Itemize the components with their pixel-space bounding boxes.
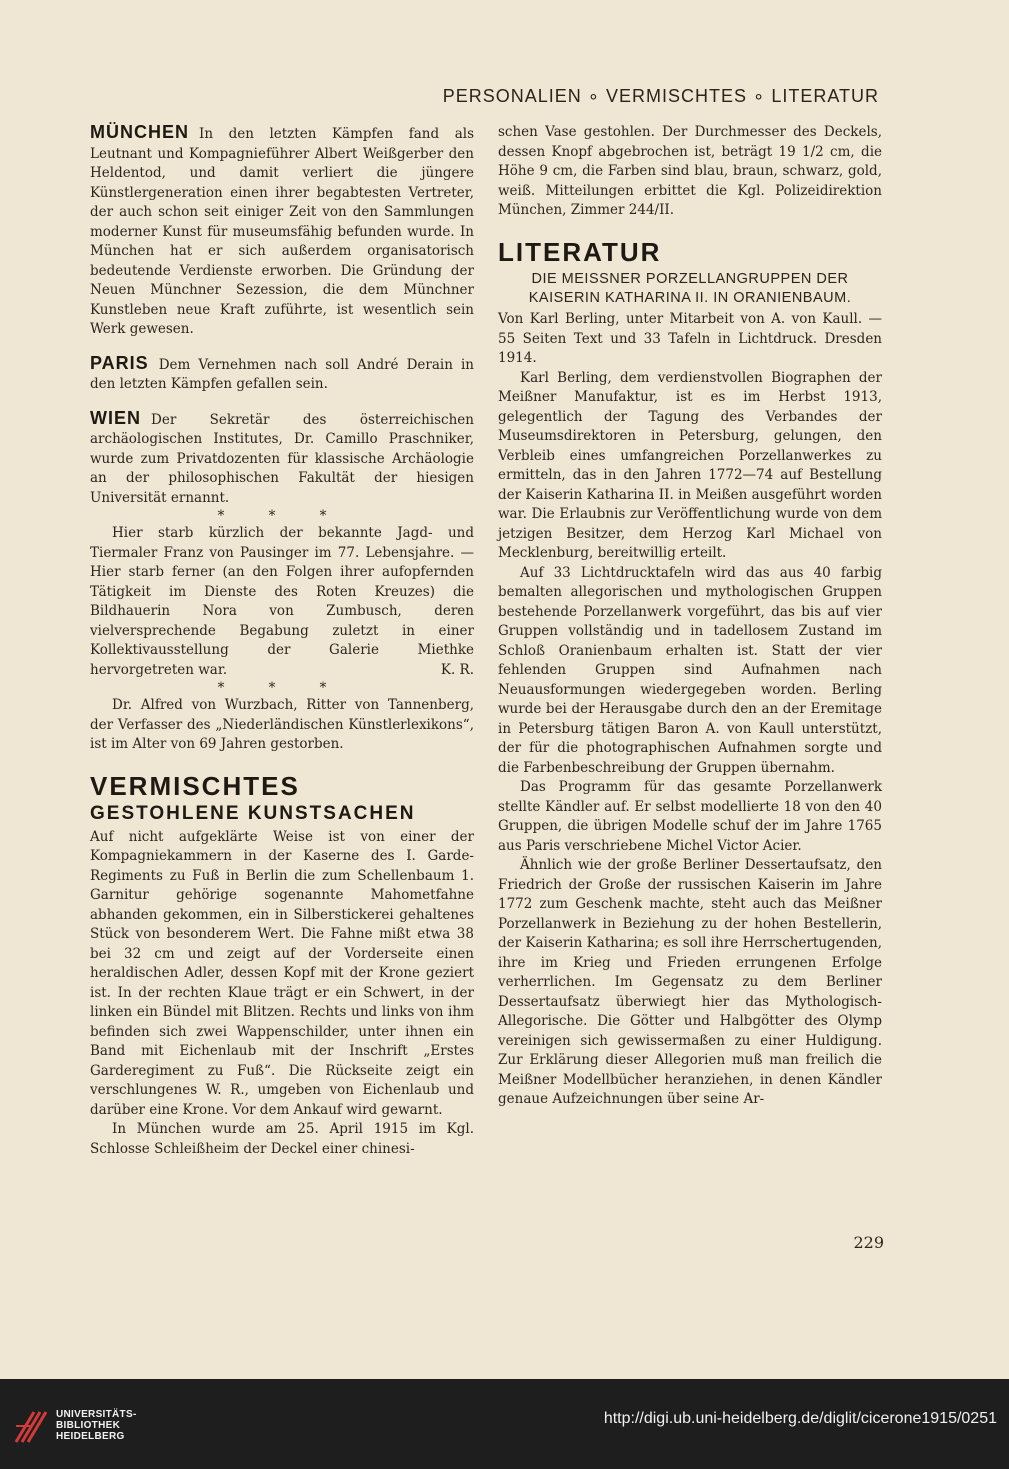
section-stars: * * * bbox=[217, 508, 347, 524]
wien-paragraph-2 bbox=[90, 524, 474, 680]
wien-entry bbox=[90, 409, 474, 509]
place-heading-wien: WIEN bbox=[90, 407, 141, 428]
author-signature: K. R. bbox=[440, 661, 474, 678]
vermischtes-continuation: schen Vase gestohlen. Der Durchmesser des Deckels, dessen Knopf abgebrochen ist, beträgt 19 1/2 cm, die Höhe 9 cm, die Farben sind blau, braun, schwarz, gold, weiß. Mitteilungen erbittet die Kgl. Polizeidirektion München, Zimmer 244/II. bbox=[498, 124, 882, 218]
viewer-footer bbox=[0, 1379, 1009, 1469]
muenchen-text: In den letzten Kämpfen fand als Leutnant und Kompagnieführer Albert Weißgerber den Heldentod, und damit verliert die jüngere Künstlergeneration einen ihrer begabtesten Vertreter, der auch schon seit einiger Zeit von den Sammlungen moderner Kunst für museumsfähig befunden wurde. In München hat er sich außerdem organisatorisch bedeutende Verdienste erworben. Die Gründung der Neuen Münchner Sezession, die dem Münchner Kunstleben neue Kraft zuführte, ist wesentlich sein Werk gewesen. bbox=[90, 126, 474, 337]
library-name-line-3: HEIDELBERG bbox=[56, 1431, 125, 1442]
permalink-url[interactable]: http://digi.ub.uni-heidelberg.de/diglit/cicerone1915/0251 bbox=[603, 1410, 997, 1427]
right-column bbox=[498, 123, 882, 1110]
muenchen-entry bbox=[90, 123, 474, 340]
place-heading-muenchen: MÜNCHEN bbox=[90, 122, 189, 142]
review-paragraph-4: Ähnlich wie der große Berliner Dessertaufsatz, den Friedrich der Große der russischen Kaiserin im Jahre 1772 zum Geschenk machte, steht auch das Meißner Porzellanwerk in Beziehung zu der hohen Bestellerin, der Kaiserin Katharina; es soll ihre Herrschertugenden, ihre im Krieg und Frieden errungenen Erfolge verherrlichen. Im Gegensatz zu dem Berliner Dessertaufsatz überwiegt hier das Mythologisch-Allegorische. Die Götter und Halbgötter des Olymp vereinigen sich gewissermaßen zu einer Huldigung. Zur Erklärung dieser Allegorien muß man freilich die Meißner Modellbücher heranziehen, in denen Kändler genaue Aufzeichnungen über seine Ar- bbox=[498, 857, 882, 1107]
vermischtes-paragraph-1: Auf nicht aufgeklärte Weise ist von einer der Kompagniekammern in der Kaserne des I. Garde-Regiments zu Fuß in Berlin die zum Schellenbaum 1. Garnitur gehörige sogenannte Mahometfahne abhanden gekommen, ein in Silberstickerei gehaltenes Stück von besonderem Wert. Die Fahne mißt etwa 38 bei 32 cm und zeigt auf der Vorderseite einen heraldischen Adler, dessen Kopf mit der Krone geziert ist. In der rechten Klaue trägt er ein Schwert, in der linken ein Bündel mit Blitzen. Rechts und links von ihm befinden sich zwei Wappenschilder, unter ihnen ein Band mit Eichenlaub mit der Inschrift „Erstes Garderegiment zu Fuß“. Die Rückseite zeigt ein verschlungenes W. R., umgeben von Eichenlaub und darüber eine Krone. Vor dem Ankauf wird gewarnt. bbox=[90, 828, 474, 1118]
wien-paragraph-3: Dr. Alfred von Wurzbach, Ritter von Tannenberg, der Verfasser des „Niederländischen Künstlerlexikons“, ist im Alter von 69 Jahren gestorben. bbox=[90, 697, 474, 752]
library-name bbox=[56, 1409, 137, 1442]
section-stars-2: * * * bbox=[217, 680, 347, 696]
book-details: Von Karl Berling, unter Mitarbeit von A. von Kaull. — 55 Seiten Text und 33 Tafeln in Lichtdruck. Dresden 1914. bbox=[498, 311, 882, 366]
library-name-line-1: UNIVERSITÄTS- bbox=[56, 1409, 137, 1420]
review-paragraph-3: Das Programm für das gesamte Porzellanwerk stellte Kändler auf. Er selbst modellierte 18 von den 40 Gruppen, die übrigen Modelle schuf der im Jahre 1765 aus Paris verschriebene Michel Victor Acier. bbox=[498, 779, 882, 854]
book-title: DIE MEISSNER PORZELLANGRUPPEN DER KAISERIN KATHARINA II. IN ORANIENBAUM. bbox=[528, 271, 852, 306]
review-paragraph-2: Auf 33 Lichtdrucktafeln wird das aus 40 farbig bemalten allegorischen und mythologischen Gruppen bestehende Porzellanwerk vorgeführt, das bis auf vier Gruppen vollständig und in tadellosem Zustand im Schloß Oranienbaum erhalten ist. Statt der vier fehlenden Gruppen sind Aufnahmen nach Neuausformungen wiedergegeben worden. Berling wurde bei der Herausgabe durch den an der Eremitage in Petersburg tätigen Baron A. von Kaull unterstützt, der für die photographischen Aufnahmen sorgte und die Farbenbeschreibung der Gruppen übernahm. bbox=[498, 564, 882, 776]
library-name-line-2: BIBLIOTHEK bbox=[56, 1420, 121, 1431]
paris-entry bbox=[90, 354, 474, 395]
section-heading-literatur: LITERATUR bbox=[498, 236, 662, 267]
place-heading-paris: PARIS bbox=[90, 352, 149, 373]
wien-paragraph-2-text: Hier starb kürzlich der bekannte Jagd- und Tiermaler Franz von Pausinger im 77. Lebensjahre. — Hier starb ferner (an den Folgen ihrer aufopfernden Tätigkeit im Dienste des Roten Kreuzes) die Bildhauerin Nora von Zumbusch, deren vielversprechende Begabung zuletzt in einer Kollektivausstellung der Galerie Miethke hervorgetreten war. bbox=[90, 525, 474, 678]
page-number: 229 bbox=[853, 1233, 884, 1252]
paris-text: Dem Vernehmen nach soll André Derain in den letzten Kämpfen gefallen sein. bbox=[90, 356, 474, 392]
running-head: PERSONALIEN ∘ VERMISCHTES ∘ LITERATUR bbox=[442, 86, 879, 106]
left-column bbox=[90, 123, 474, 1159]
library-logo-icon bbox=[12, 1406, 50, 1446]
review-paragraph-1: Karl Berling, dem verdienstvollen Biographen der Meißner Manufaktur, ist es im Herbst 1913, gelegentlich der Tagung des Verbandes der Museumsdirektoren in Petersburg, gelungen, den Verbleib eines umfangreichen Porzellanwerkes zu ermitteln, das in den Jahren 1772—74 auf Bestellung der Kaiserin Katharina II. in Meißen ausgeführt worden war. Die Erlaubnis zur Veröffentlichung wurde von dem jetzigen Besitzer, dem Herzog Karl Michael von Mecklenburg, bereitwillig erteilt. bbox=[498, 369, 882, 561]
subheading-gestohlene-kunstsachen: GESTOHLENE KUNSTSACHEN bbox=[90, 803, 416, 824]
vermischtes-paragraph-2: In München wurde am 25. April 1915 im Kgl. Schlosse Schleißheim der Deckel einer chinesi- bbox=[90, 1121, 474, 1157]
section-heading-vermischtes: VERMISCHTES bbox=[90, 770, 300, 801]
wien-text: Der Sekretär des österreichischen archäologischen Institutes, Dr. Camillo Praschniker, wurde zum Privatdozenten für klassische Archäologie an der philosophischen Fakultät der hiesigen Universität ernannt. bbox=[90, 411, 474, 506]
